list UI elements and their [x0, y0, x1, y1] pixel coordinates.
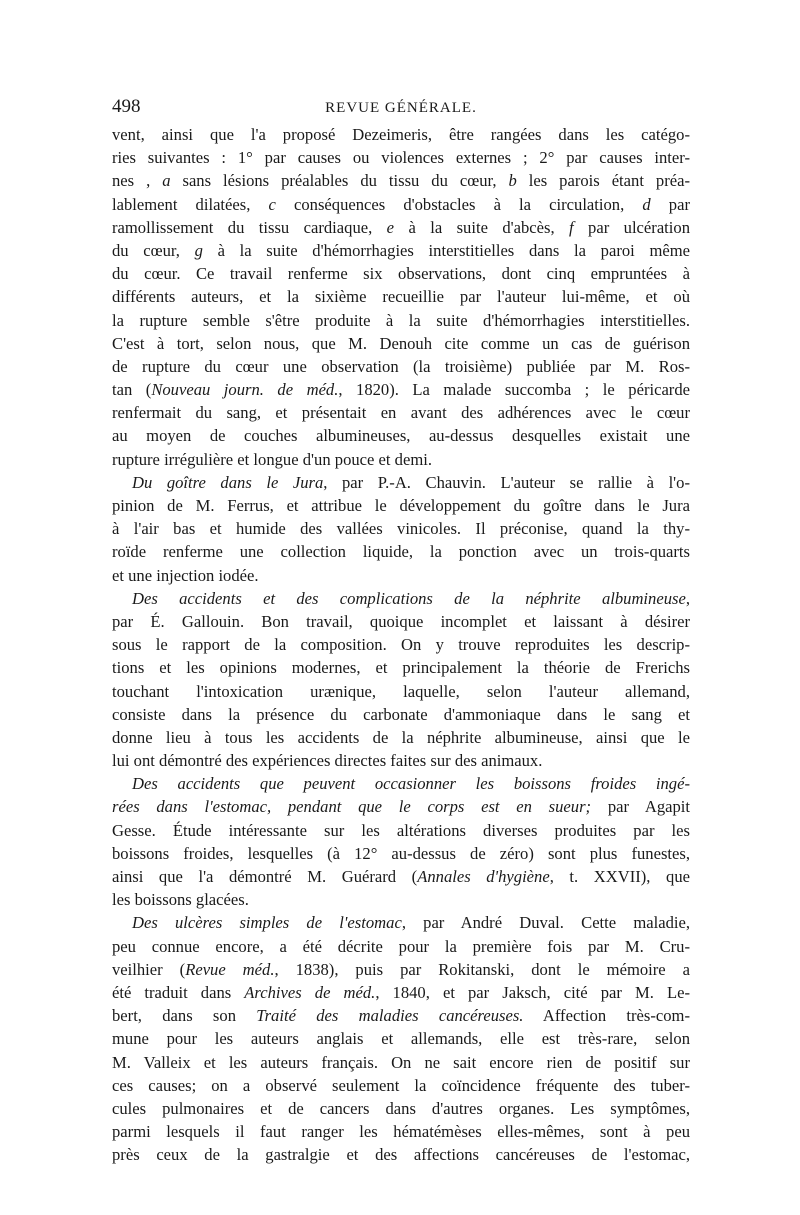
text-line	[112, 1097, 690, 1120]
text-line	[112, 749, 690, 772]
text-line	[112, 1051, 690, 1074]
text-line	[112, 378, 690, 401]
text-segment: lui ont démontré des expériences directes faites sur des animaux.	[112, 751, 543, 771]
italic-segment: rées dans l'estomac, pendant que le corps est en sueur;	[112, 797, 592, 817]
text-line	[112, 1120, 690, 1143]
italic-segment: c	[268, 194, 276, 214]
italic-segment: Traité des maladies cancéreuses.	[256, 1006, 524, 1026]
text-line	[112, 540, 690, 563]
text-segment: bert, dans son	[112, 1006, 257, 1026]
text-segment: Gesse. Étude intéressante sur les altérations diverses produites par les	[112, 820, 690, 840]
text-segment: été traduit dans	[112, 982, 245, 1002]
text-line	[112, 726, 690, 749]
text-line	[112, 865, 690, 888]
text-segment: boissons froides, lesquelles (à 12° au-dessus de zéro) sont plus funestes,	[112, 843, 690, 863]
text-segment: peu connue encore, a été décrite pour la première fois par M. Cru-	[112, 936, 690, 956]
text-segment: , par André Duval. Cette maladie,	[401, 913, 690, 933]
italic-segment: f	[569, 217, 574, 237]
italic-segment: Des accidents et des complications de la néphrite albumineuse	[132, 588, 686, 608]
text-segment: , 1820). La malade succomba ; le péricarde	[338, 380, 690, 400]
text-segment: , par P.-A. Chauvin. L'auteur se rallie à l'o-	[323, 472, 690, 492]
text-segment: mune pour les auteurs anglais et allemands, elle est très-rare, selon	[112, 1029, 690, 1049]
text-segment: consiste dans la présence du carbonate d'ammoniaque dans le sang et	[112, 704, 690, 724]
text-segment: nes ,	[112, 171, 163, 191]
text-segment: de rupture du cœur une observation (la troisième) publiée par M. Ros-	[112, 356, 690, 376]
text-segment: touchant l'intoxication urænique, laquelle, selon l'auteur allemand,	[112, 681, 690, 701]
text-line	[112, 1143, 690, 1166]
text-line	[112, 633, 690, 656]
italic-segment: Nouveau journ. de méd.	[151, 380, 339, 400]
text-line	[112, 262, 690, 285]
text-segment: au moyen de couches albumineuses, au-dessus desquelles existait une	[112, 426, 690, 446]
text-segment: différents auteurs, et la sixième recueillie par l'auteur lui-même, et où	[112, 287, 690, 307]
text-segment: , 1838), puis par Rokitanski, dont le mémoire a	[274, 959, 690, 979]
text-line	[112, 772, 690, 795]
text-segment: , t. XXVII), que	[549, 867, 690, 886]
text-line	[112, 216, 690, 239]
text-segment: tan (	[112, 380, 152, 400]
text-segment: cules pulmonaires et de cancers dans d'autres organes. Les symptômes,	[112, 1098, 690, 1118]
text-segment: , 1840, et par Jaksch, cité par M. Le-	[375, 982, 690, 1002]
text-segment: les parois étant préa-	[516, 171, 690, 191]
text-line	[112, 494, 690, 517]
italic-segment: a	[162, 171, 171, 191]
text-line	[112, 401, 690, 424]
text-segment: ces causes; on a observé seulement la coïncidence fréquente des tuber-	[112, 1075, 690, 1095]
italic-segment: Annales d'hygiène	[417, 867, 550, 886]
text-segment: renfermait du sang, et présentait en avant des adhérences avec le cœur	[112, 403, 690, 423]
text-segment: ainsi que l'a démontré M. Guérard (	[112, 867, 418, 886]
text-line	[112, 239, 690, 262]
text-segment: par	[650, 194, 690, 214]
text-segment: sous le rapport de la composition. On y trouve reproduites les descrip-	[112, 635, 690, 655]
text-segment: veilhier (	[112, 959, 186, 979]
italic-segment: Archives de méd.	[244, 982, 376, 1002]
text-line	[112, 911, 690, 934]
text-line	[112, 842, 690, 865]
text-segment: donne lieu à tous les accidents de la néphrite albumineuse, ainsi que le	[112, 727, 690, 747]
text-line	[112, 680, 690, 703]
text-segment: ramollissement du tissu cardiaque,	[112, 217, 387, 237]
text-line	[112, 193, 690, 216]
text-line	[112, 332, 690, 355]
book-page	[112, 94, 690, 1166]
text-line	[112, 981, 690, 1004]
text-segment: à l'air bas et humide des vallées vinicoles. Il préconise, quand la thy-	[112, 519, 690, 539]
text-line	[112, 703, 690, 726]
text-line	[112, 123, 690, 146]
text-segment: et une injection iodée.	[112, 565, 259, 585]
italic-segment: Des ulcères simples de l'estomac	[132, 913, 402, 933]
text-segment: la rupture semble s'être produite à la suite d'hémorrhagies interstitielles.	[112, 310, 690, 330]
text-line	[112, 819, 690, 842]
italic-segment: b	[508, 171, 517, 191]
italic-segment: e	[386, 217, 395, 237]
text-segment: roïde renferme une collection liquide, la ponction avec un trois-quarts	[112, 542, 690, 562]
text-segment: par É. Gallouin. Bon travail, quoique incomplet et laissant à désirer	[112, 611, 690, 631]
text-line	[112, 656, 690, 679]
italic-segment: Revue méd.	[185, 959, 275, 979]
running-head	[112, 94, 690, 120]
text-line	[112, 958, 690, 981]
text-segment: M. Valleix et les auteurs français. On ne sait encore rien de positif sur	[112, 1052, 690, 1072]
text-segment: à la suite d'abcès,	[394, 217, 570, 237]
text-segment: à la suite d'hémorrhagies interstitielles dans la paroi même	[202, 240, 690, 260]
italic-segment: g	[194, 240, 203, 260]
text-line	[112, 587, 690, 610]
italic-segment: Du goître dans le Jura	[132, 472, 324, 492]
text-line	[112, 564, 690, 587]
text-segment: du cœur. Ce travail renferme six observations, dont cinq empruntées à	[112, 264, 690, 284]
text-segment: lablement dilatées,	[112, 194, 269, 214]
body-text	[112, 123, 690, 1166]
text-line	[112, 448, 690, 471]
text-line	[112, 888, 690, 911]
text-line	[112, 285, 690, 308]
text-segment: parmi lesquels il faut ranger les hématémèses elles-mêmes, sont à peu	[112, 1122, 690, 1142]
text-segment: tions et les opinions modernes, et principalement la théorie de Frerichs	[112, 658, 690, 678]
italic-segment: d	[642, 194, 651, 214]
text-line	[112, 424, 690, 447]
text-line	[112, 146, 690, 169]
text-line	[112, 935, 690, 958]
text-segment: ries suivantes : 1° par causes ou violences externes ; 2° par causes inter-	[112, 148, 690, 168]
text-line	[112, 610, 690, 633]
text-line	[112, 169, 690, 192]
text-segment: C'est à tort, selon nous, que M. Denouh cite comme un cas de guérison	[112, 333, 690, 353]
text-segment: par ulcération	[573, 217, 690, 237]
text-segment: du cœur,	[112, 240, 195, 260]
text-line	[112, 1074, 690, 1097]
text-segment: ,	[685, 588, 690, 608]
text-line	[112, 517, 690, 540]
text-line	[112, 795, 690, 818]
text-line	[112, 471, 690, 494]
text-segment: rupture irrégulière et longue d'un pouce et demi.	[112, 449, 432, 469]
text-line	[112, 355, 690, 378]
italic-segment: Des accidents que peuvent occasionner les boissons froides ingé-	[132, 774, 690, 794]
text-segment: les boissons glacées.	[112, 890, 249, 910]
text-line	[112, 309, 690, 332]
text-segment: conséquences d'obstacles à la circulation,	[275, 194, 643, 214]
text-line	[112, 1027, 690, 1050]
text-segment: par Agapit	[591, 797, 691, 817]
text-segment: Affection très-com-	[523, 1006, 690, 1026]
text-segment: sans lésions préalables du tissu du cœur,	[170, 171, 509, 191]
text-segment: vent, ainsi que l'a proposé Dezeimeris, être rangées dans les catégo-	[112, 125, 690, 144]
text-segment: pinion de M. Ferrus, et attribue le développement du goître dans le Jura	[112, 496, 690, 515]
text-line	[112, 1004, 690, 1027]
text-segment: près ceux de la gastralgie et des affections cancéreuses de l'estomac,	[112, 1145, 690, 1165]
running-title: REVUE GÉNÉRALE.	[325, 100, 477, 116]
page-number: 498	[112, 96, 141, 117]
